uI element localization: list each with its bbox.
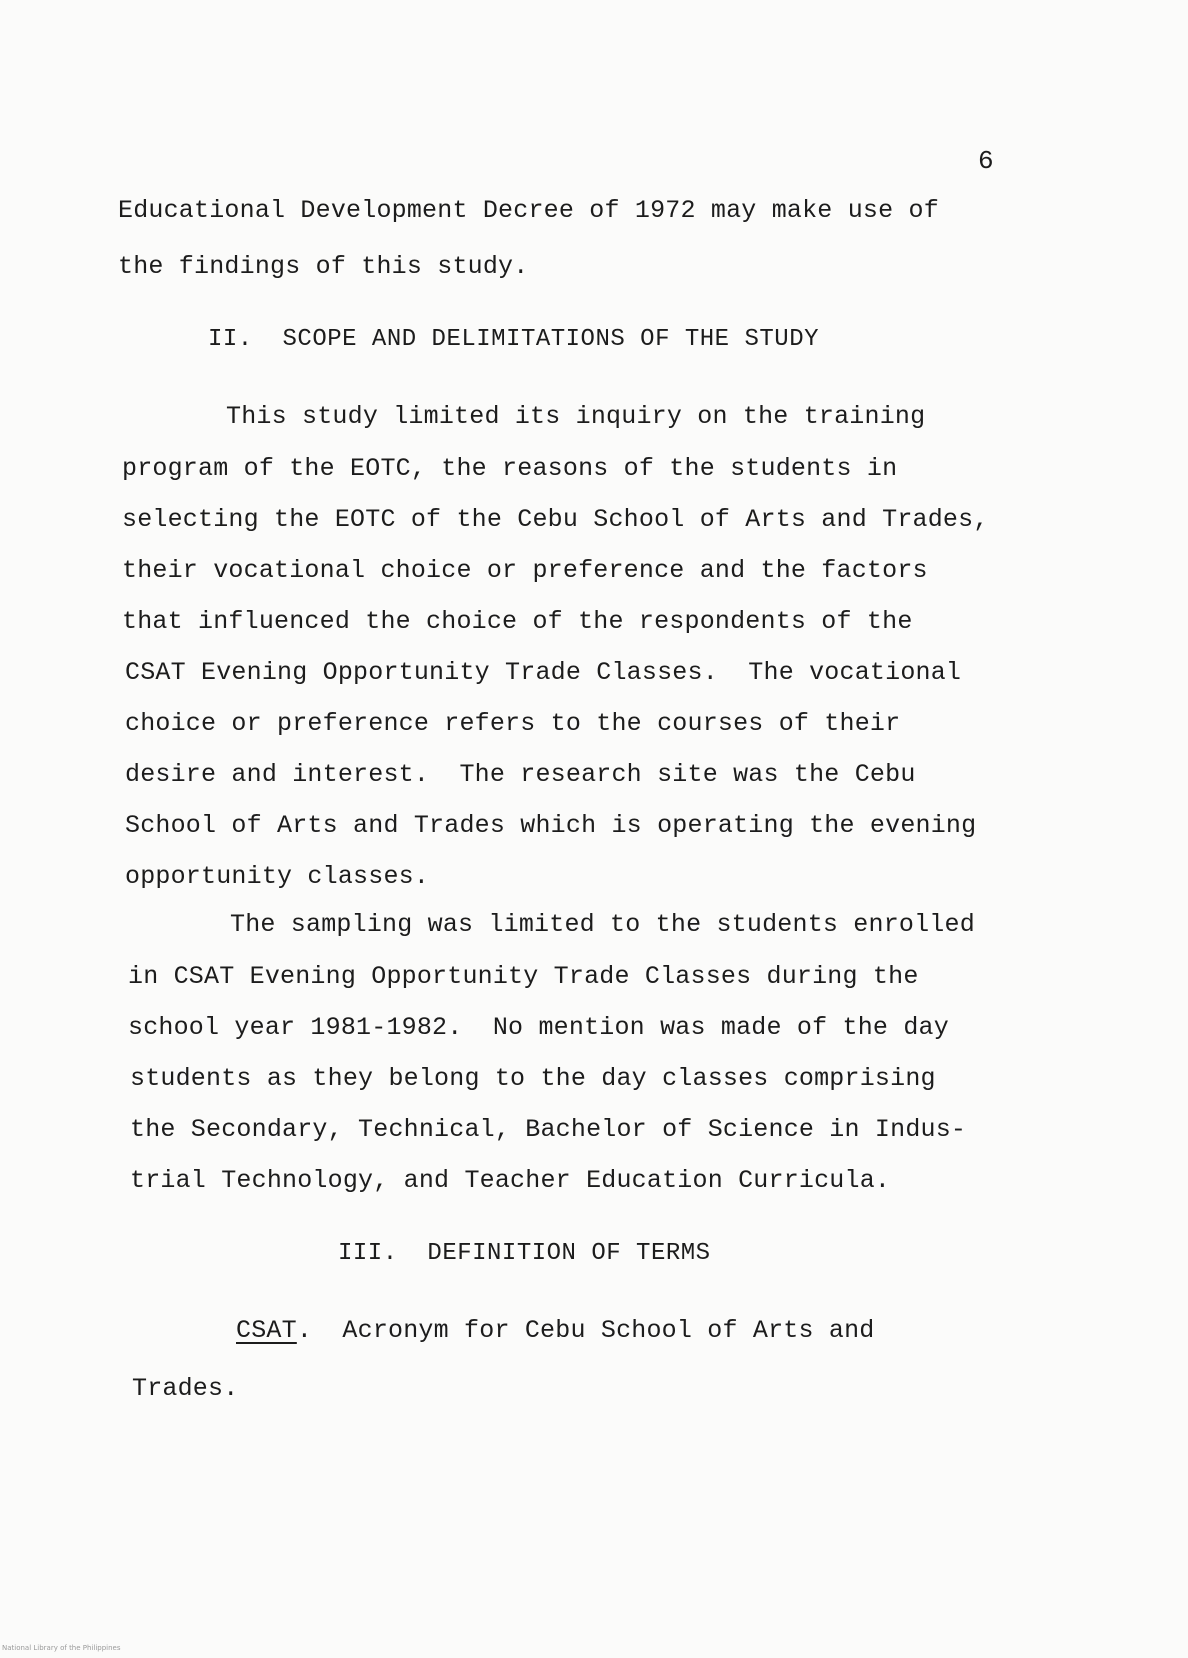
paragraph-line: CSAT Evening Opportunity Trade Classes. The vocational <box>125 658 962 687</box>
defined-term: CSAT <box>236 1316 297 1345</box>
paragraph-line: trial Technology, and Teacher Education Curricula. <box>130 1166 891 1195</box>
paragraph-line: that influenced the choice of the respondents of the <box>122 607 913 636</box>
paragraph-line: selecting the EOTC of the Cebu School of Arts and Trades, <box>122 505 989 534</box>
paragraph-line: the Secondary, Technical, Bachelor of Science in Indus- <box>130 1115 967 1144</box>
definition-entry <box>236 1316 875 1345</box>
definition-text: Acronym for Cebu School of Arts and <box>312 1316 875 1345</box>
paragraph-line: choice or preference refers to the courses of their <box>125 709 901 738</box>
section-heading-scope: II. SCOPE AND DELIMITATIONS OF THE STUDY <box>208 326 819 353</box>
intro-line: the findings of this study. <box>118 252 529 281</box>
paragraph-line: program of the EOTC, the reasons of the students in <box>122 454 898 483</box>
page-number: 6 <box>978 146 994 176</box>
paragraph-line: This study limited its inquiry on the training <box>226 402 926 431</box>
term-separator: . <box>296 1316 313 1345</box>
paragraph-line: school year 1981-1982. No mention was made of the day <box>128 1013 949 1042</box>
intro-line: Educational Development Decree of 1972 may make use of <box>118 196 939 225</box>
paragraph-line: students as they belong to the day classes comprising <box>130 1064 936 1093</box>
section-heading-definitions: III. DEFINITION OF TERMS <box>338 1240 711 1267</box>
paragraph-line: School of Arts and Trades which is operating the evening <box>125 811 977 840</box>
paragraph-line: their vocational choice or preference and the factors <box>122 556 928 585</box>
paragraph-line: The sampling was limited to the students enrolled <box>230 910 975 939</box>
archive-footer-stamp: National Library of the Philippines <box>2 1644 121 1652</box>
definition-continuation: Trades. <box>132 1374 239 1403</box>
paragraph-line: opportunity classes. <box>125 862 430 891</box>
paragraph-line: desire and interest. The research site was the Cebu <box>125 760 916 789</box>
paragraph-line: in CSAT Evening Opportunity Trade Classes during the <box>128 962 919 991</box>
